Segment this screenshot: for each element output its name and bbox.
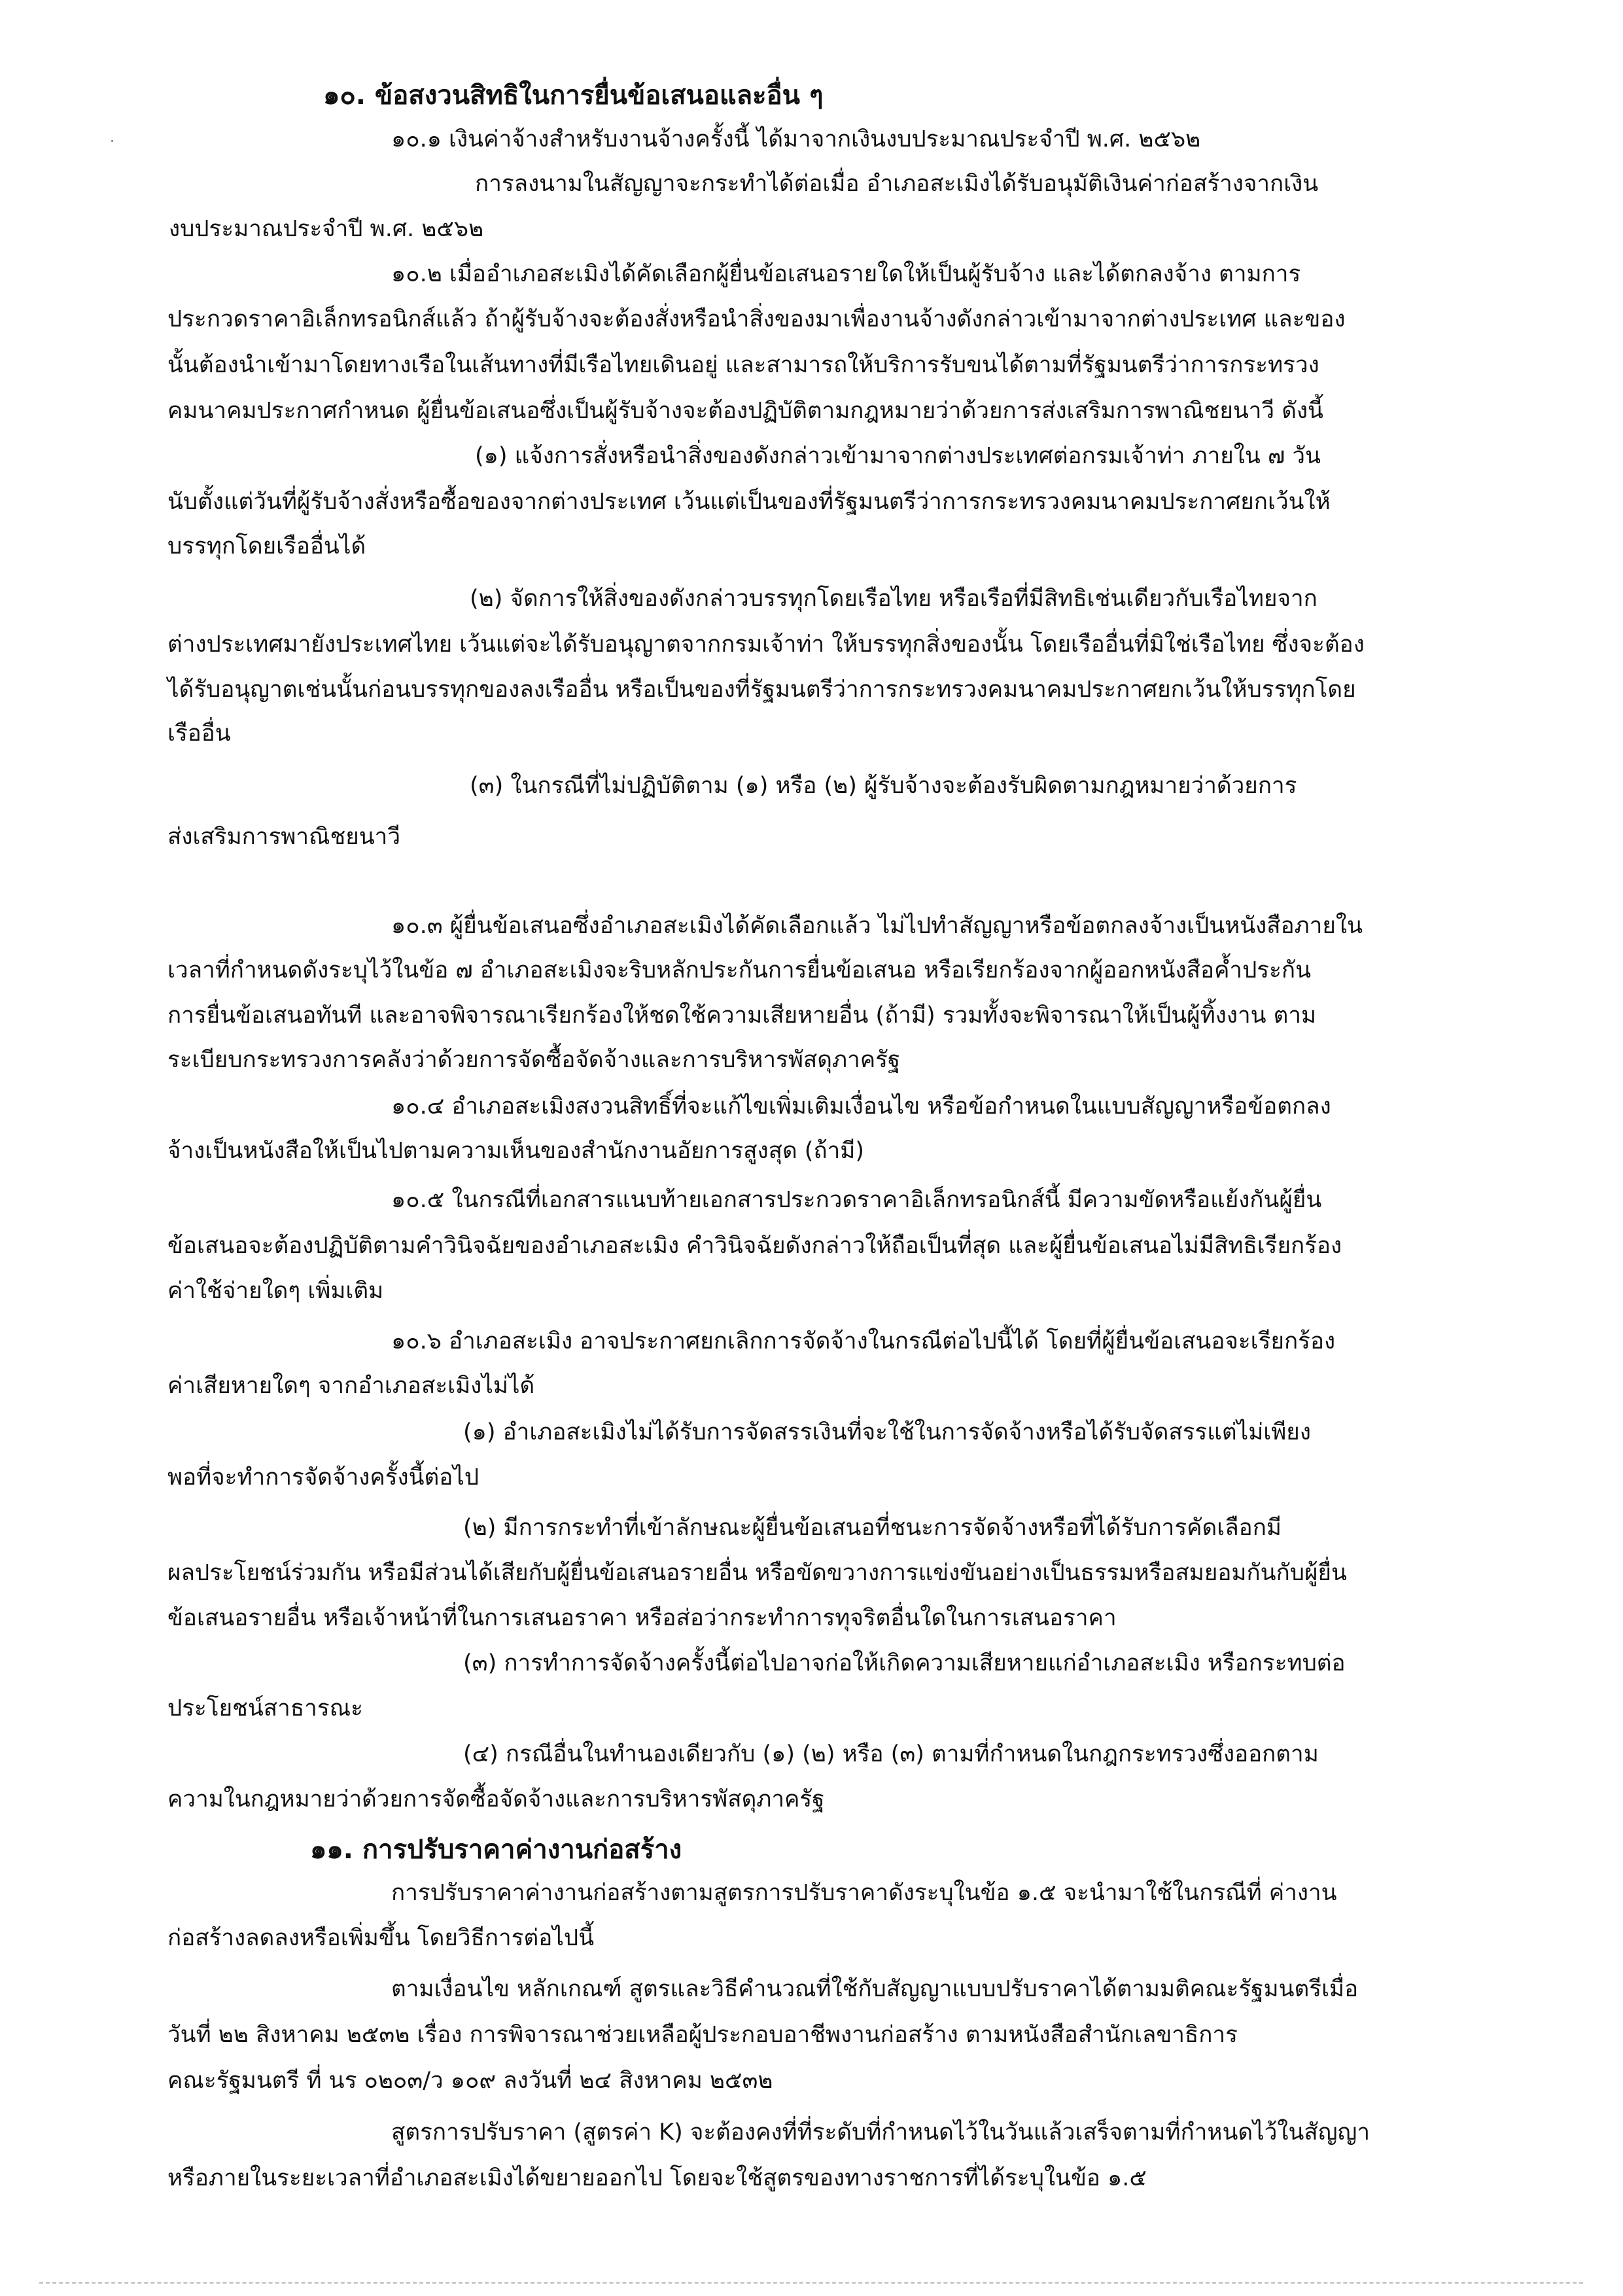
- paragraph-line: การลงนามในสัญญาจะกระทำได้ต่อเมื่อ อำเภอสะเมิงได้รับอนุมัติเงินค่าก่อสร้างจากเงิน: [475, 171, 1319, 197]
- paragraph-line: เรืออื่น: [167, 720, 231, 747]
- paragraph-line: ผลประโยชน์ร่วมกัน หรือมีส่วนได้เสียกับผู้ยื่นข้อเสนอรายอื่น หรือขัดขวางการแข่งขันอย่างเป็นธรรมหรือสมยอมกันกับผู้ยื่น: [167, 1560, 1347, 1586]
- section-10-heading: ๑๐. ข้อสงวนสิทธิในการยื่นข้อเสนอและอื่น ๆ: [323, 80, 824, 111]
- paragraph-line: ๑๐.๔ อำเภอสะเมิงสงวนสิทธิ์ที่จะแก้ไขเพิ่มเติมเงื่อนไข หรือข้อกำหนดในแบบสัญญาหรือข้อตกลง: [391, 1093, 1331, 1120]
- paragraph-line: ต่างประเทศมายังประเทศไทย เว้นแต่จะได้รับอนุญาตจากกรมเจ้าท่า ให้บรรทุกสิ่งของนั้น โดยเรืออื่นที่มิใช่เรือไทย ซึ่งจะต้อง: [167, 631, 1365, 658]
- paragraph-line: คณะรัฐมนตรี ที่ นร ๐๒๐๓/ว ๑๐๙ ลงวันที่ ๒๔ สิงหาคม ๒๕๓๒: [167, 2068, 773, 2094]
- paragraph-line: เวลาที่กำหนดดังระบุไว้ในข้อ ๗ อำเภอสะเมิงจะริบหลักประกันการยื่นข้อเสนอ หรือเรียกร้องจากผู้ออกหนังสือค้ำประกัน: [167, 957, 1312, 983]
- paragraph-line: หรือภายในระยะเวลาที่อำเภอสะเมิงได้ขยายออกไป โดยจะใช้สูตรของทางราชการที่ได้ระบุในข้อ ๑.๕: [167, 2165, 1147, 2191]
- paragraph-line: ได้รับอนุญาตเช่นนั้นก่อนบรรทุกของลงเรืออื่น หรือเป็นของที่รัฐมนตรีว่าการกระทรวงคมนาคมประกาศยกเว้นให้บรรทุกโดย: [167, 677, 1356, 703]
- paragraph-line: การยื่นข้อเสนอทันที และอาจพิจารณาเรียกร้องให้ชดใช้ความเสียหายอื่น (ถ้ามี) รวมทั้งจะพิจารณาให้เป็นผู้ทิ้งงาน ตาม: [167, 1002, 1317, 1029]
- paragraph-line: ส่งเสริมการพาณิชยนาวี: [167, 824, 400, 850]
- paragraph-line: ประโยชน์สาธารณะ: [167, 1695, 363, 1722]
- paragraph-line: วันที่ ๒๒ สิงหาคม ๒๕๓๒ เรื่อง การพิจารณาช่วยเหลือผู้ประกอบอาชีพงานก่อสร้าง ตามหนังสือสำนักเลขาธิการ: [167, 2022, 1238, 2048]
- paragraph-line: (๑) อำเภอสะเมิงไม่ได้รับการจัดสรรเงินที่จะใช้ในการจัดจ้างหรือได้รับจัดสรรแต่ไม่เพียง: [463, 1419, 1311, 1445]
- paragraph-line: (๓) ในกรณีที่ไม่ปฏิบัติตาม (๑) หรือ (๒) ผู้รับจ้างจะต้องรับผิดตามกฎหมายว่าด้วยการ: [470, 773, 1297, 799]
- scan-edge-line: [39, 2282, 1583, 2284]
- paragraph-line: (๒) จัดการให้สิ่งของดังกล่าวบรรทุกโดยเรือไทย หรือเรือที่มีสิทธิเช่นเดียวกับเรือไทยจาก: [470, 586, 1318, 612]
- paragraph-line: ความในกฎหมายว่าด้วยการจัดซื้อจัดจ้างและการบริหารพัสดุภาครัฐ: [167, 1786, 825, 1812]
- paragraph-line: ข้อเสนอรายอื่น หรือเจ้าหน้าที่ในการเสนอราคา หรือส่อว่ากระทำการทุจริตอื่นใดในการเสนอราคา: [167, 1605, 1117, 1631]
- paragraph-line: บรรทุกโดยเรืออื่นได้: [167, 533, 366, 559]
- paragraph-line: นั้นต้องนำเข้ามาโดยทางเรือในเส้นทางที่มีเรือไทยเดินอยู่ และสามารถให้บริการรับขนได้ตามที่รัฐมนตรีว่าการกระทรวง: [167, 352, 1319, 378]
- paragraph-line: นับตั้งแต่วันที่ผู้รับจ้างสั่งหรือซื้อของจากต่างประเทศ เว้นแต่เป็นของที่รัฐมนตรีว่าการกระทรวงคมนาคมประกาศยกเว้นให้: [167, 489, 1331, 515]
- paragraph-line: ตามเงื่อนไข หลักเกณฑ์ สูตรและวิธีคำนวณที่ใช้กับสัญญาแบบปรับราคาได้ตามมติคณะรัฐมนตรีเมื่อ: [391, 1976, 1359, 2002]
- paragraph-line: (๒) มีการกระทำที่เข้าลักษณะผู้ยื่นข้อเสนอที่ชนะการจัดจ้างหรือที่ได้รับการคัดเลือกมี: [463, 1515, 1282, 1541]
- paragraph-line: งบประมาณประจำปี พ.ศ. ๒๕๖๒: [169, 216, 484, 242]
- paragraph-line: ระเบียบกระทรวงการคลังว่าด้วยการจัดซื้อจัดจ้างและการบริหารพัสดุภาครัฐ: [167, 1047, 901, 1073]
- paragraph-line: (๔) กรณีอื่นในทำนองเดียวกับ (๑) (๒) หรือ (๓) ตามที่กำหนดในกฎกระทรวงซึ่งออกตาม: [463, 1741, 1319, 1767]
- paragraph-line: (๓) การทำการจัดจ้างครั้งนี้ต่อไปอาจก่อให้เกิดความเสียหายแก่อำเภอสะเมิง หรือกระทบต่อ: [463, 1650, 1346, 1676]
- paragraph-line: สูตรการปรับราคา (สูตรค่า K) จะต้องคงที่ที่ระดับที่กำหนดไว้ในวันแล้วเสร็จตามที่กำหนดไว้ในสัญญา: [391, 2119, 1370, 2146]
- scan-speck: [111, 140, 113, 142]
- paragraph-line: (๑) แจ้งการสั่งหรือนำสิ่งของดังกล่าวเข้ามาจากต่างประเทศต่อกรมเจ้าท่า ภายใน ๗ วัน: [475, 443, 1321, 469]
- paragraph-line: คมนาคมประกาศกำหนด ผู้ยื่นข้อเสนอซึ่งเป็นผู้รับจ้างจะต้องปฏิบัติตามกฎหมายว่าด้วยการส่งเสริมการพาณิชยนาวี ดังนี้: [167, 398, 1323, 424]
- paragraph-line: ๑๐.๒ เมื่ออำเภอสะเมิงได้คัดเลือกผู้ยื่นข้อเสนอรายใดให้เป็นผู้รับจ้าง และได้ตกลงจ้าง ตามการ: [391, 261, 1301, 287]
- paragraph-line: ๑๐.๕ ในกรณีที่เอกสารแนบท้ายเอกสารประกวดราคาอิเล็กทรอนิกส์นี้ มีความขัดหรือแย้งกันผู้ยื่น: [391, 1187, 1322, 1213]
- paragraph-line: ประกวดราคาอิเล็กทรอนิกส์แล้ว ถ้าผู้รับจ้างจะต้องสั่งหรือนำสิ่งของมาเพื่องานจ้างดังกล่าวเข้ามาจากต่างประเทศ และของ: [167, 306, 1346, 332]
- paragraph-line: ๑๐.๖ อำเภอสะเมิง อาจประกาศยกเลิกการจัดจ้างในกรณีต่อไปนี้ได้ โดยที่ผู้ยื่นข้อเสนอจะเรียกร้อง: [391, 1328, 1336, 1354]
- paragraph-line: ๑๐.๑ เงินค่าจ้างสำหรับงานจ้างครั้งนี้ ได้มาจากเงินงบประมาณประจำปี พ.ศ. ๒๕๖๒: [391, 126, 1201, 152]
- paragraph-line: จ้างเป็นหนังสือให้เป็นไปตามความเห็นของสำนักงานอัยการสูงสุด (ถ้ามี): [167, 1138, 865, 1164]
- paragraph-line: ค่าเสียหายใดๆ จากอำเภอสะเมิงไม่ได้: [167, 1373, 535, 1399]
- section-11-heading: ๑๑. การปรับราคาค่างานก่อสร้าง: [310, 1835, 682, 1865]
- paragraph-line: ๑๐.๓ ผู้ยื่นข้อเสนอซึ่งอำเภอสะเมิงได้คัดเลือกแล้ว ไม่ไปทำสัญญาหรือข้อตกลงจ้างเป็นหนังสือภายใน: [391, 913, 1363, 939]
- paragraph-line: พอที่จะทำการจัดจ้างครั้งนี้ต่อไป: [167, 1464, 480, 1491]
- paragraph-line: การปรับราคาค่างานก่อสร้างตามสูตรการปรับราคาดังระบุในข้อ ๑.๕ จะนำมาใช้ในกรณีที่ ค่างาน: [391, 1880, 1337, 1906]
- paragraph-line: ข้อเสนอจะต้องปฏิบัติตามคำวินิจฉัยของอำเภอสะเมิง คำวินิจฉัยดังกล่าวให้ถือเป็นที่สุด และผู้ยื่นข้อเสนอไม่มีสิทธิเรียกร้อง: [167, 1233, 1342, 1259]
- paragraph-line: ก่อสร้างลดลงหรือเพิ่มขึ้น โดยวิธีการต่อไปนี้: [167, 1925, 594, 1951]
- paragraph-line: ค่าใช้จ่ายใดๆ เพิ่มเติม: [167, 1278, 384, 1304]
